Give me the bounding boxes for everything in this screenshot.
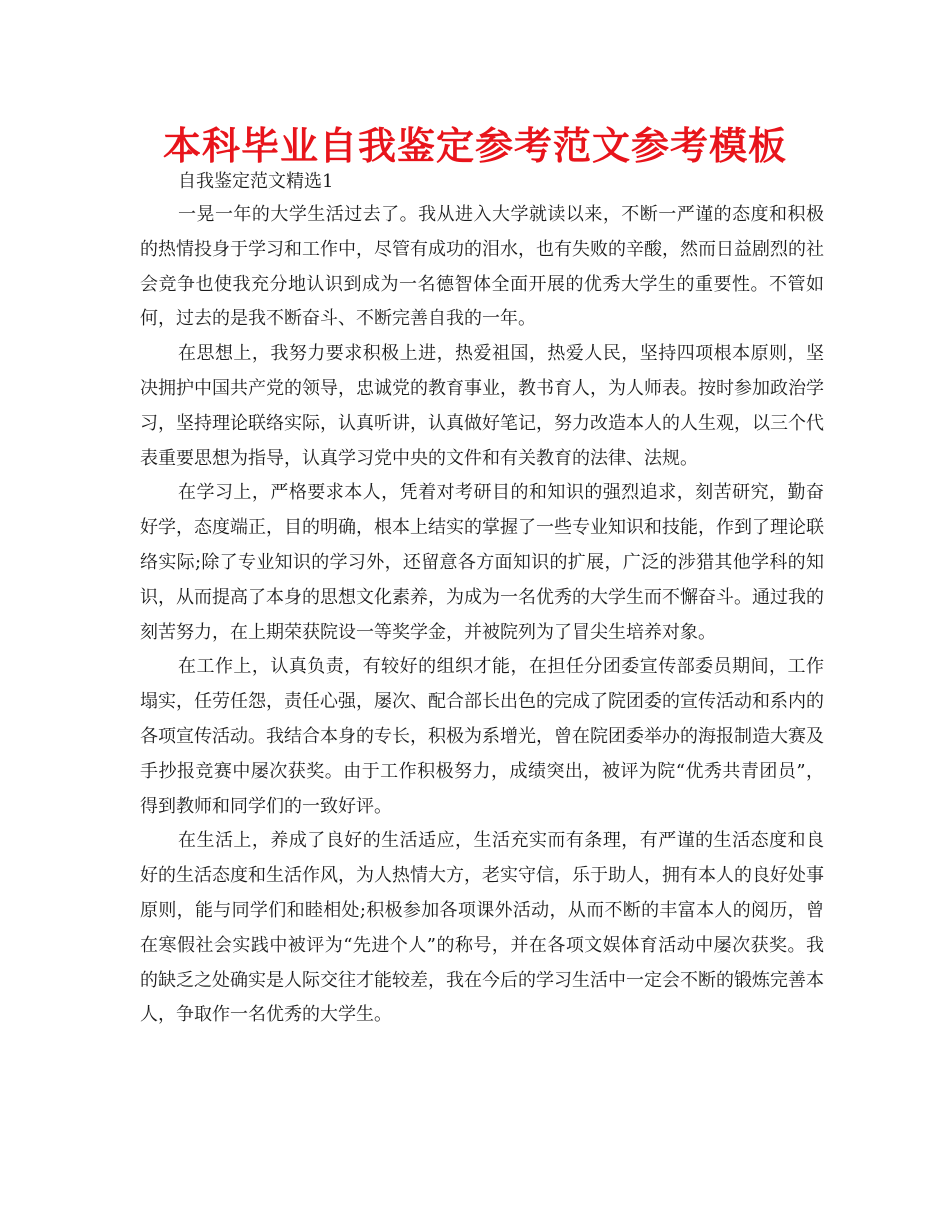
document-body: [140, 198, 824, 1033]
paragraph-life: 在生活上，养成了良好的生活适应，生活充实而有条理，有严谨的生活态度和良好的生活态度和生活作风，为人热情大方，老实守信，乐于助人，拥有本人的良好处事原则，能与同学们和睦相处;积极参加各项课外活动，从而不断的丰富本人的阅历，曾在寒假社会实践中被评为“先进个人”的称号，并在各项文娱体育活动中屡次获奖。我的缺乏之处确实是人际交往才能较差，我在今后的学习生活中一定会不断的锻炼完善本人，争取作一名优秀的大学生。: [140, 830, 824, 1026]
paragraph-study: 在学习上，严格要求本人，凭着对考研目的和知识的强烈追求，刻苦研究，勤奋好学，态度端正，目的明确，根本上结实的掌握了一些专业知识和技能，作到了理论联络实际;除了专业知识的学习外，还留意各方面知识的扩展，广泛的涉猎其他学科的知识，从而提高了本身的思想文化素养，为成为一名优秀的大学生而不懈奋斗。通过我的刻苦努力，在上期荣获院设一等奖学金，并被院列为了冒尖生培养对象。: [140, 482, 824, 643]
document-title: 本科毕业自我鉴定参考范文参考模板: [162, 124, 787, 168]
paragraph-intro: 一晃一年的大学生活过去了。我从进入大学就读以来，不断一严谨的态度和积极的热情投身于学习和工作中，尽管有成功的泪水，也有失败的辛酸，然而日益剧烈的社会竞争也使我充分地认识到成为一名德智体全面开展的优秀大学生的重要性。不管如何，过去的是我不断奋斗、不断完善自我的一年。: [140, 204, 824, 330]
document-subtitle: 自我鉴定范文精选1: [178, 171, 334, 192]
paragraph-work: 在工作上，认真负责，有较好的组织才能，在担任分团委宣传部委员期间，工作塌实，任劳任怨，责任心强，屡次、配合部长出色的完成了院团委的宣传活动和系内的各项宣传活动。我结合本身的专长，积极为系增光，曾在院团委举办的海报制造大赛及手抄报竞赛中屡次获奖。由于工作积极努力，成绩突出，被评为院“优秀共青团员”，得到教师和同学们的一致好评。: [140, 656, 824, 817]
paragraph-ideology: 在思想上，我努力要求积极上进，热爱祖国，热爱人民，坚持四项根本原则，坚决拥护中国共产党的领导，忠诚党的教育事业，教书育人，为人师表。按时参加政治学习，坚持理论联络实际，认真听讲，认真做好笔记，努力改造本人的人生观，以三个代表重要思想为指导，认真学习党中央的文件和有关教育的法律、法规。: [140, 343, 824, 469]
